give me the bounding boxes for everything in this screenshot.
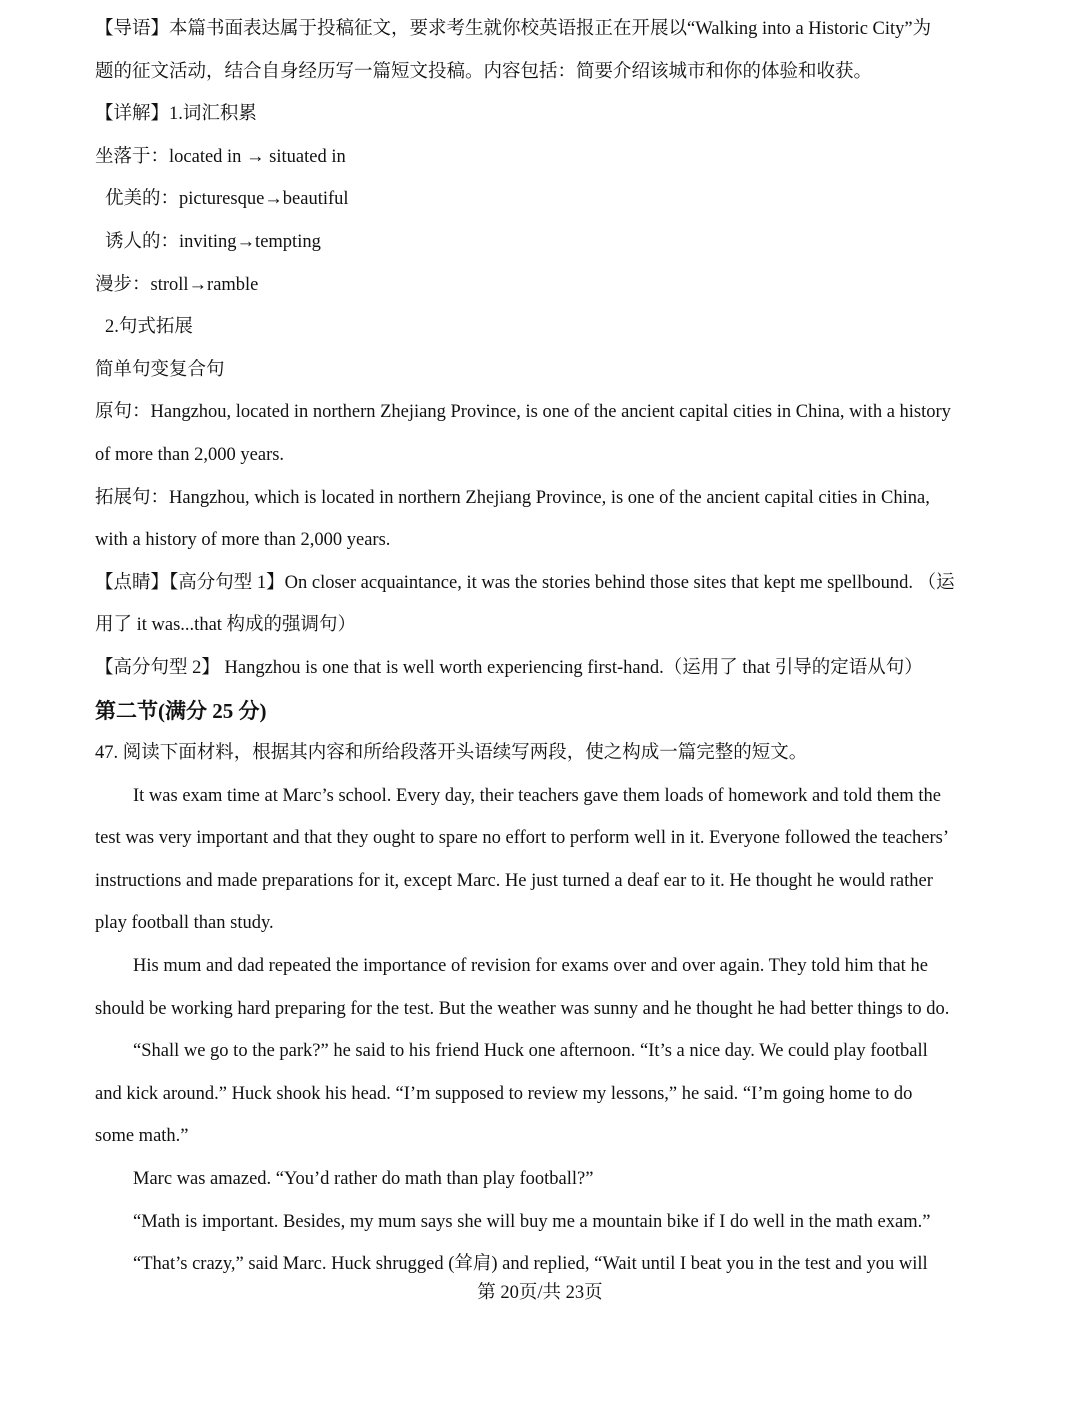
expanded-sentence-cont: with a history of more than 2,000 years. <box>95 530 391 551</box>
vocab-item: 漫步：stroll→ramble <box>95 274 259 295</box>
highlight-sentence-2: 【高分句型 2】 Hangzhou is one that is well worth experiencing first-hand.（运用了 that 引导的定语从句） <box>95 657 923 678</box>
passage-line: “Shall we go to the park?” he said to his friend Huck one afternoon. “It’s a nice day. We could play football <box>133 1041 928 1062</box>
intro-line-1: 【导语】本篇书面表达属于投稿征文，要求考生就你校英语报正在开展以“Walking into a Historic City”为 <box>95 19 932 39</box>
highlight-sentence-1: 【点睛】【高分句型 1】On closer acquaintance, it was the stories behind those sites that kept me spellbound. （运 <box>95 572 955 593</box>
expanded-sentence: 拓展句：Hangzhou, which is located in northern Zhejiang Province, is one of the ancient capital cities in China, <box>95 487 930 508</box>
passage-line: some math.” <box>95 1126 189 1147</box>
original-sentence-cont: of more than 2,000 years. <box>95 444 285 465</box>
highlight-sentence-1-cont: 用了 it was...that 构成的强调句） <box>95 615 357 636</box>
vocab-item: 坐落于：located in → situated in <box>95 146 346 167</box>
passage-line: Marc was amazed. “You’d rather do math than play football?” <box>133 1169 594 1190</box>
sentence-type-label: 简单句变复合句 <box>95 359 225 380</box>
question-instruction: 47. 阅读下面材料，根据其内容和所给段落开头语续写两段，使之构成一篇完整的短文。 <box>95 743 808 764</box>
passage-line: should be working hard preparing for the test. But the weather was sunny and he thought he had better things to do. <box>95 998 950 1019</box>
original-sentence: 原句：Hangzhou, located in northern Zhejiang Province, is one of the ancient capital cities in China, with a history <box>95 402 951 423</box>
intro-line-2: 题的征文活动，结合自身经历写一篇短文投稿。内容包括：简要介绍该城市和你的体验和收获。 <box>95 61 873 82</box>
explanation-heading: 【详解】1.词汇积累 <box>95 104 257 125</box>
vocab-item: 优美的：picturesque→beautiful <box>105 189 349 210</box>
passage-line: “That’s crazy,” said Marc. Huck shrugged (耸肩) and replied, “Wait until I beat you in the test and you will <box>133 1254 928 1275</box>
page-number-footer: 第 20页/共 23页 <box>477 1283 603 1303</box>
passage-line: test was very important and that they ought to spare no effort to perform well in it. Everyone followed the teachers’ <box>95 828 949 849</box>
passage-line: and kick around.” Huck shook his head. “I’m supposed to review my lessons,” he said. “I’m going home to do <box>95 1083 913 1104</box>
document-page <box>95 8 990 1286</box>
sentence-expansion-heading: 2.句式拓展 <box>105 317 193 338</box>
section-heading: 第二节(满分 25 分) <box>95 698 267 723</box>
passage-line: play football than study. <box>95 913 274 934</box>
vocab-item: 诱人的：inviting→tempting <box>105 231 321 252</box>
passage-line: instructions and made preparations for it, except Marc. He just turned a deaf ear to it. He thought he would rather <box>95 870 933 891</box>
passage-line: “Math is important. Besides, my mum says she will buy me a mountain bike if I do well in the math exam.” <box>133 1211 931 1232</box>
passage-line: It was exam time at Marc’s school. Every day, their teachers gave them loads of homework and told them the <box>133 785 941 806</box>
passage-line: His mum and dad repeated the importance of revision for exams over and over again. They told him that he <box>133 956 928 977</box>
